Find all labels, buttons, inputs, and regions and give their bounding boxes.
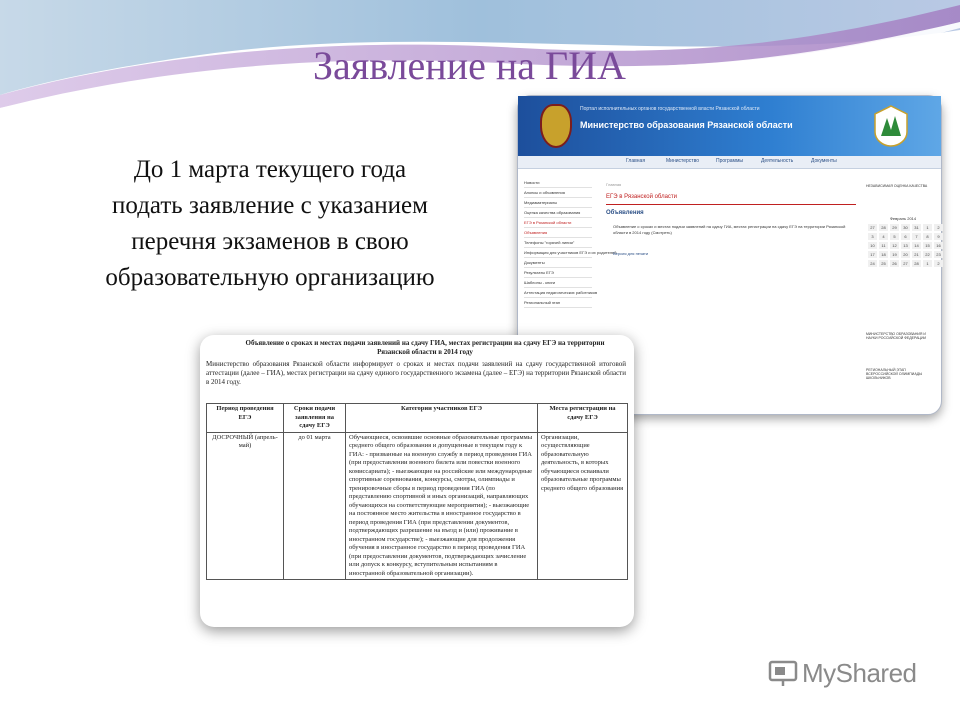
- portal-name: Портал исполнительных органов государственной власти Рязанской области: [580, 106, 760, 112]
- calendar-month: Февраль 2014: [889, 216, 917, 221]
- calendar-day[interactable]: 23: [934, 251, 943, 258]
- calendar-day[interactable]: 6: [901, 233, 910, 240]
- calendar-grid: [868, 224, 941, 267]
- table-header: Сроки подачи заявления на сдачу ЕГЭ: [284, 404, 346, 433]
- body-line: перечня экзаменов в свою: [131, 228, 409, 255]
- table-cell: Обучающиеся, освоившие основные образовательные программы среднего общего образования и допущенные в текущем году к ГИА: - призванные на военную службу в период проведения ГИА (при предоставлении военного билета или повестки военного комиссариата); - выезжающие на российские или международные спортивные соревнования, конкурсы, смотры, олимпиады и тренировочные сборы в период проведения ГИА (по представлению спортивной и иных организаций, направляющих обучающихся на соответствующие мероприятия); - выезжающие на постоянное место жительства в иностранное государство в период проведения ГИА (при представлении документов, подтверждающих разрешение на въезд и (или) проживание в иностранном государстве); - выезжающие для продолжения обучения в иностранное государство в период проведения ГИА (при предоставлении документов, подтверждающих зачисление или допуск к конкурсу, вступительным испытаниям в иностранной образовательной организации).: [346, 432, 538, 580]
- calendar-day[interactable]: 8: [923, 233, 932, 240]
- body-line: До 1 марта текущего года: [133, 156, 407, 183]
- sidebar-item[interactable]: Новости: [524, 178, 592, 188]
- calendar-day[interactable]: 26: [890, 260, 899, 267]
- sidebar-item[interactable]: Оценка качества образования: [524, 208, 592, 218]
- promo-banner[interactable]: РЕГИОНАЛЬНЫЙ ЭТАП ВСЕРОССИЙСКОЙ ОЛИМПИАДЫ ШКОЛЬНИКОВ: [866, 368, 923, 380]
- sidebar-item[interactable]: Медиаматериалы: [524, 198, 592, 208]
- table-header: Период проведения ЕГЭ: [207, 404, 284, 433]
- slide-title: Заявление на ГИА: [313, 43, 626, 88]
- calendar-day[interactable]: 14: [912, 242, 921, 249]
- sidebar-item[interactable]: Результаты ЕГЭ: [524, 268, 592, 278]
- table-header: Места регистрации на сдачу ЕГЭ: [538, 404, 628, 433]
- website-nav: [518, 156, 941, 169]
- document-title: Объявление о сроках и местах подачи заявлений на сдачу ГИА, местах регистрации на сдачу ЕГЭ на территории Рязанской области в 2014 году: [245, 339, 605, 356]
- calendar-day[interactable]: 19: [890, 251, 899, 258]
- nav-item[interactable]: Деятельность: [761, 158, 794, 164]
- body-line: подать заявление с указанием: [112, 192, 428, 219]
- nav-item[interactable]: Программы: [716, 158, 744, 164]
- announcement-text[interactable]: Объявление о сроках и местах подачи заявлений на сдачу ГИА, местах регистрации на сдачу ЕГЭ на территории Рязанской области в 2014 году (Смотреть): [613, 224, 846, 235]
- table-cell: до 01 марта: [284, 432, 346, 580]
- sidebar-item[interactable]: Объявления: [524, 228, 592, 238]
- sidebar-item[interactable]: Анонсы и объявления: [524, 188, 592, 198]
- calendar-day[interactable]: 2: [934, 260, 943, 267]
- calendar-day[interactable]: 29: [890, 224, 899, 231]
- promo-banner[interactable]: НЕЗАВИСИМАЯ ОЦЕНКА КАЧЕСТВА: [866, 184, 928, 188]
- nav-item[interactable]: Документы: [811, 158, 837, 164]
- calendar-day[interactable]: 1: [923, 260, 932, 267]
- calendar-day[interactable]: 20: [901, 251, 910, 258]
- calendar-day[interactable]: 15: [923, 242, 932, 249]
- sidebar-item[interactable]: ЕГЭ в Рязанской области: [524, 218, 592, 228]
- calendar-day[interactable]: 13: [901, 242, 910, 249]
- nav-item[interactable]: Министерство: [666, 158, 699, 164]
- calendar-day[interactable]: 1: [923, 224, 932, 231]
- calendar-day[interactable]: 18: [879, 251, 888, 258]
- watermark-text: MyShared: [802, 657, 917, 688]
- divider: [606, 204, 856, 205]
- sidebar-item[interactable]: Шаблоны - книги: [524, 278, 592, 288]
- print-link[interactable]: Версия для печати: [613, 251, 649, 256]
- calendar-day[interactable]: 5: [890, 233, 899, 240]
- sidebar-item[interactable]: Информация для участников ЕГЭ и их родителей: [524, 248, 592, 258]
- calendar-day[interactable]: 3: [868, 233, 877, 240]
- calendar-day[interactable]: 11: [879, 242, 888, 249]
- section-title: ЕГЭ в Рязанской области: [606, 194, 678, 200]
- watermark: [768, 655, 917, 691]
- calendar-day[interactable]: 9: [934, 233, 943, 240]
- breadcrumb[interactable]: Главная: [606, 182, 622, 187]
- calendar-day[interactable]: 2: [934, 224, 943, 231]
- document-scan: [200, 335, 634, 627]
- sidebar-item[interactable]: Телефоны "горячей линии": [524, 238, 592, 248]
- calendar-day[interactable]: 25: [879, 260, 888, 267]
- calendar-day[interactable]: 21: [912, 251, 921, 258]
- presentation-icon: [768, 658, 798, 688]
- nav-item[interactable]: Главная: [626, 158, 646, 164]
- promo-banner[interactable]: МИНИСТЕРСТВО ОБРАЗОВАНИЯ И НАУКИ РОССИЙСКОЙ ФЕДЕРАЦИИ: [866, 332, 927, 340]
- calendar-day[interactable]: 27: [868, 224, 877, 231]
- calendar-day[interactable]: 27: [901, 260, 910, 267]
- table-cell: ДОСРОЧНЫЙ (апрель-май): [207, 432, 284, 580]
- calendar-day[interactable]: 16: [934, 242, 943, 249]
- ministry-name: Министерство образования Рязанской области: [580, 120, 793, 130]
- calendar-day[interactable]: 4: [879, 233, 888, 240]
- calendar-day[interactable]: 28: [912, 260, 921, 267]
- calendar-day[interactable]: 10: [868, 242, 877, 249]
- calendar-day[interactable]: 12: [890, 242, 899, 249]
- calendar: [868, 216, 941, 267]
- table-cell: Организации, осуществляющие образовательную деятельность, в которых обучающиеся осваивали образовательные программы среднего общего образования: [538, 432, 628, 580]
- calendar-day[interactable]: 7: [912, 233, 921, 240]
- ministry-logo-icon: [871, 104, 911, 148]
- sidebar-item[interactable]: Документы: [524, 258, 592, 268]
- sidebar-item[interactable]: Региональный этап: [524, 298, 592, 308]
- calendar-day[interactable]: 30: [901, 224, 910, 231]
- document-table: [206, 403, 628, 580]
- coat-of-arms-icon: [540, 104, 572, 148]
- calendar-day[interactable]: 17: [868, 251, 877, 258]
- website-header: [518, 96, 941, 156]
- document-paragraph: Министерство образования Рязанской области информирует о сроках и местах подачи заявлений на сдачу государственной итоговой аттестации (далее – ГИА), местах регистрации на сдачу единого государственного экзамена (далее – ЕГЭ) на территории Рязанской области в 2014 году.: [206, 360, 626, 386]
- sidebar-item[interactable]: Аттестация педагогических работников: [524, 288, 592, 298]
- announcements-heading: Объявления: [606, 210, 644, 216]
- body-line: образовательную организацию: [105, 264, 435, 291]
- calendar-day[interactable]: 22: [923, 251, 932, 258]
- table-header: Категории участников ЕГЭ: [346, 404, 538, 433]
- calendar-day[interactable]: 24: [868, 260, 877, 267]
- slide-body-text: [50, 152, 490, 296]
- calendar-day[interactable]: 31: [912, 224, 921, 231]
- calendar-day[interactable]: 28: [879, 224, 888, 231]
